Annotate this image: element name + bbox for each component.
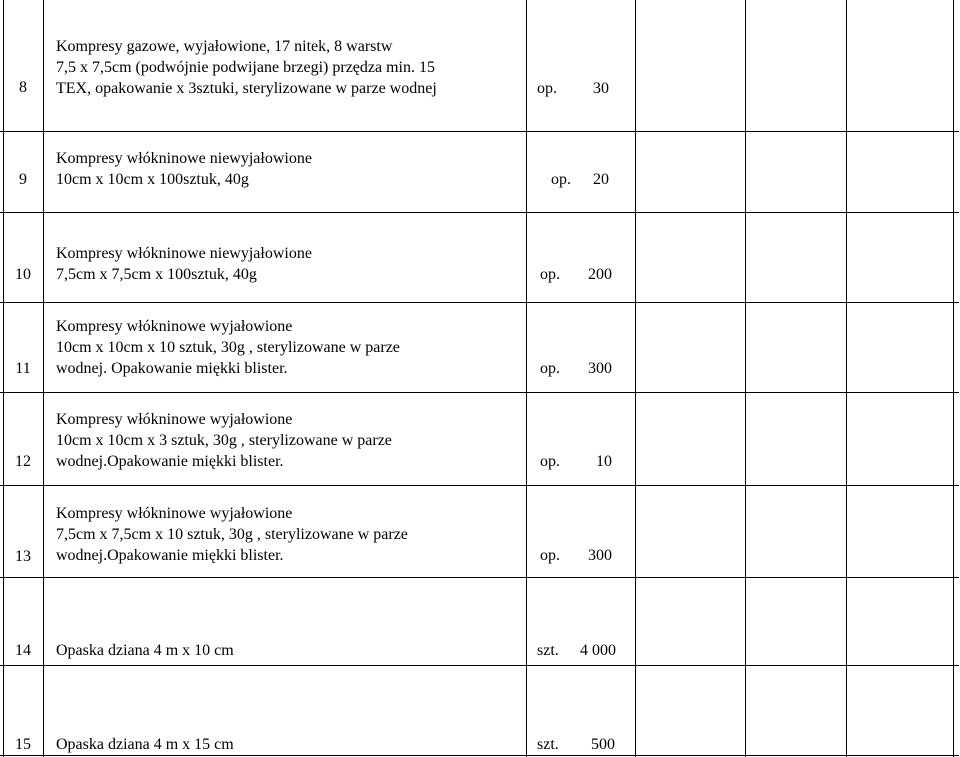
table-border-right (953, 0, 954, 757)
column-divider (526, 0, 527, 757)
unit: szt. (537, 642, 559, 659)
row-divider (0, 665, 959, 666)
row-number: 12 (15, 453, 31, 470)
item-description (56, 243, 312, 285)
row-number: 10 (15, 266, 31, 283)
description-line: Kompresy włókninowe wyjałowione (56, 505, 293, 522)
quantity: 10 (596, 453, 612, 470)
row-divider (0, 577, 959, 578)
row-number: 15 (15, 736, 31, 753)
item-description (56, 36, 437, 99)
quantity: 500 (591, 736, 615, 753)
unit: op. (551, 171, 571, 188)
row-divider (0, 131, 959, 132)
quantity: 200 (588, 266, 612, 283)
unit: op. (537, 80, 557, 97)
quantity: 20 (593, 171, 609, 188)
description-line: 10cm x 10cm x 100sztuk, 40g (56, 171, 249, 188)
row-divider (0, 485, 959, 486)
column-divider (745, 0, 746, 757)
description-line: 10cm x 10cm x 10 sztuk, 30g , sterylizowane w parze (56, 339, 400, 356)
description-line: TEX, opakowanie x 3sztuki, sterylizowane w parze wodnej (56, 80, 437, 97)
unit: szt. (537, 736, 559, 753)
description-line: 7,5 x 7,5cm (podwójnie podwijane brzegi) przędza min. 15 (56, 59, 435, 76)
row-number: 13 (15, 548, 31, 565)
row-number: 14 (15, 642, 31, 659)
row-number: 11 (15, 360, 31, 377)
item-description (56, 148, 312, 190)
description-line: Kompresy włókninowe niewyjałowione (56, 150, 312, 167)
column-divider (635, 0, 636, 757)
item-description (56, 734, 234, 755)
quantity: 300 (588, 360, 612, 377)
item-description (56, 640, 234, 661)
row-divider (0, 755, 959, 756)
description-line: wodnej.Opakowanie miękki blister. (56, 547, 284, 564)
description-line: 10cm x 10cm x 3 sztuk, 30g , sterylizowane w parze (56, 432, 392, 449)
description-line: wodnej.Opakowanie miękki blister. (56, 453, 284, 470)
description-line: Kompresy włókninowe wyjałowione (56, 318, 293, 335)
column-divider (43, 0, 44, 757)
description-line: 7,5cm x 7,5cm x 100sztuk, 40g (56, 266, 257, 283)
row-divider (0, 392, 959, 393)
quantity: 4 000 (580, 642, 616, 659)
row-divider (0, 302, 959, 303)
quantity: 30 (593, 80, 609, 97)
item-description (56, 316, 400, 379)
unit: op. (540, 453, 560, 470)
row-divider (0, 212, 959, 213)
unit: op. (540, 360, 560, 377)
row-number: 8 (19, 79, 27, 96)
description-line: 7,5cm x 7,5cm x 10 sztuk, 30g , sterylizowane w parze (56, 526, 408, 543)
description-line: Kompresy gazowe, wyjałowione, 17 nitek, 8 warstw (56, 38, 393, 55)
column-divider (846, 0, 847, 757)
item-description (56, 503, 408, 566)
description-line: Opaska dziana 4 m x 15 cm (56, 736, 234, 753)
description-line: Kompresy włókninowe niewyjałowione (56, 245, 312, 262)
row-number: 9 (19, 171, 27, 188)
item-description (56, 409, 392, 472)
description-line: Kompresy włókninowe wyjałowione (56, 411, 293, 428)
description-line: wodnej. Opakowanie miękki blister. (56, 360, 288, 377)
unit: op. (540, 547, 560, 564)
description-line: Opaska dziana 4 m x 10 cm (56, 642, 234, 659)
quantity: 300 (588, 547, 612, 564)
unit: op. (540, 266, 560, 283)
